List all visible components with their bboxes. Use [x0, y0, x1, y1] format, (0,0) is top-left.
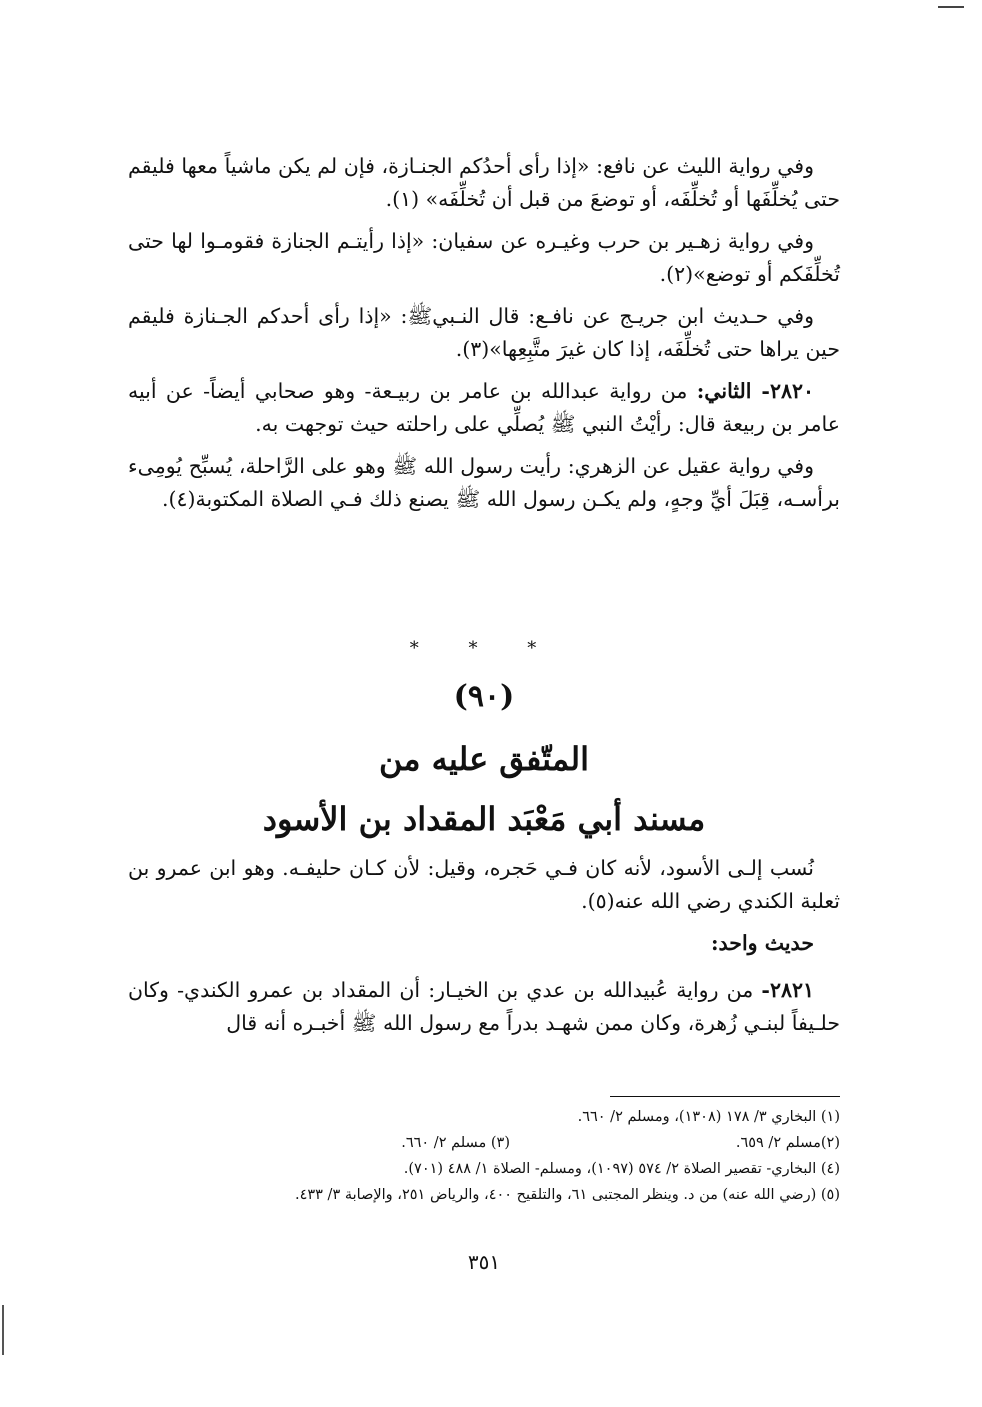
- chapter-title: المتّفق عليه من: [379, 740, 589, 778]
- chapter-text: [128, 852, 840, 1049]
- scan-corner-mark: [938, 6, 964, 8]
- main-text: [128, 150, 840, 525]
- paragraph-hadith-2821: [128, 974, 840, 1040]
- paragraph-zuhayr: وفي رواية زهـير بن حرب وغيـره عن سفيان: «إذا رأيتـم الجنازة فقومـوا لها حتى تُخلِّفَكم أو توضع»(٢).: [128, 229, 840, 286]
- footnote-row: [128, 1130, 840, 1156]
- paragraph-layth: وفي رواية الليث عن نافع: «إذا رأى أحدُكم الجنـازة، فإن لم يكن ماشياً معها فليقم حتى يُخلِّفَها أو تُخلِّفَه، أو توضعَ من قبل أن تُخلِّفَه» (١).: [128, 154, 840, 211]
- section-separator: * * *: [409, 638, 559, 659]
- footnote-5: (٥) (رضي الله عنه) من د. وينظر المجتبى ٦١، والتلقيح ٤٠٠، والرياض ٢٥١، والإصابة ٣/ ٤٣٣.: [294, 1187, 840, 1203]
- section-heading: حديث واحد:: [710, 931, 814, 955]
- footnote-3: (٣) مسلم ٢/ ٦٦٠.: [401, 1135, 510, 1151]
- footnote-2: (٢)مسلم ٢/ ٦٥٩.: [735, 1135, 840, 1151]
- hadith-number-2820: ٢٨٢٠- الثاني:: [696, 379, 814, 403]
- hadith-2820-text: من رواية عبدالله بن عامر بن ربيـعة- وهو صحابي أيضاً- عن أبيه عامر بن ربيعة قال: رأيْتُ النبي ﷺ يُصلِّي على راحلته حيث توجهت به.: [128, 379, 840, 436]
- footnote-1: (١) البخاري ٣/ ١٧٨ (١٣٠٨)، ومسلم ٢/ ٦٦٠.: [577, 1109, 840, 1125]
- paragraph-jurayj: وفي حـديث ابن جريـج عن نافـع: قال النـبيﷺ: «إذا رأى أحدكم الجـنازة فليقم حين يراها حتى تُخلِّفَه، إذا كان غيرَ متَّبِعِها»(٣).: [128, 304, 840, 361]
- page-number: ٣٥١: [467, 1250, 501, 1274]
- chapter-number: (٩٠): [453, 679, 515, 714]
- paragraph-lineage: نُسب إلـى الأسود، لأنه كان فـي حَجره، وقيل: لأن كـان حليفـه. وهو ابن عمرو بن ثعلبة الكندي رضي الله عنه(٥).: [128, 856, 840, 913]
- paragraph-aqil: وفي رواية عقيل عن الزهري: رأيت رسول الله ﷺ وهو على الرَّاحلة، يُسبِّح يُومِىء برأسـه، قِبَلَ أيِّ وجهٍ، ولم يكـن رسول الله ﷺ يصنع ذلك فـي الصلاة المكتوبة(٤).: [128, 454, 840, 511]
- footnotes: [128, 1104, 840, 1208]
- footnote-divider: [610, 1096, 840, 1097]
- chapter-subtitle: مسند أبي مَعْبَد المقداد بن الأسود: [262, 800, 706, 838]
- scan-edge-mark: [2, 1305, 4, 1355]
- footnote-4: (٤) البخاري- تقصير الصلاة ٢/ ٥٧٤ (١٠٩٧)، ومسلم- الصلاة ١/ ٤٨٨ (٧٠١).: [403, 1161, 840, 1177]
- paragraph-hadith-2820: [128, 375, 840, 441]
- hadith-number-2821: ٢٨٢١-: [761, 978, 814, 1002]
- hadith-2821-text: من رواية عُبيدالله بن عدي بن الخيـار: أن المقداد بن عمرو الكندي- وكان حلـيفاً لبنـي زُهرة، وكان ممن شهـد بدراً مع رسول الله ﷺ أخبـره أنه قال: [128, 978, 840, 1035]
